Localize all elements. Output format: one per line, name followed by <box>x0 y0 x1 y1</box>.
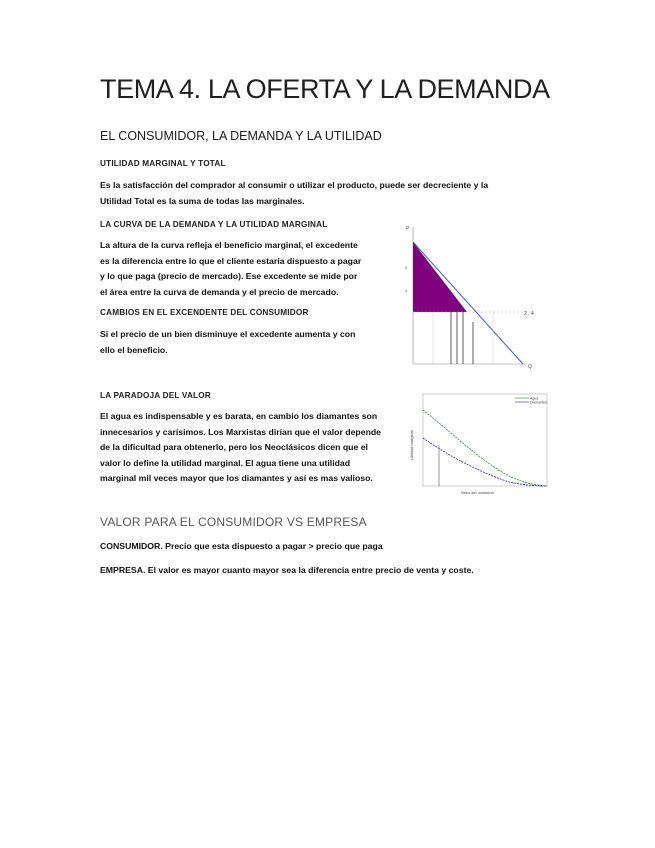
paragraph-line: ello el beneficio. <box>100 344 168 355</box>
paragraph-marginal-utility <box>100 178 530 209</box>
x-axis-label: Q <box>528 364 532 370</box>
consumer-surplus-area <box>413 242 467 312</box>
plot-frame <box>423 394 547 486</box>
price-label: 2 . 4 <box>524 311 534 317</box>
paragraph-line: y lo que paga (precio de mercado). Ese excedente se mide por <box>100 271 358 281</box>
paragraph-value-paradox <box>100 409 397 487</box>
subheading-surplus-changes: CAMBIOS EN EL EXCENDENTE DEL CONSUMIDOR <box>100 308 309 317</box>
section-heading-consumer: EL CONSUMIDOR, LA DEMANDA Y LA UTILIDAD <box>100 129 382 143</box>
legend-label-diamonds: Diamantes <box>530 400 547 405</box>
legend-label-water: Agua <box>530 396 539 401</box>
paragraph-line: valor lo define la utilidad marginal. El agua tiene una utilidad <box>100 457 351 468</box>
paragraph-line: Si el precio de un bien disminuye el excedente aumenta y con <box>100 329 356 339</box>
paragraph-demand-curve <box>100 238 390 300</box>
y-axis-label: Utilidad marginal <box>409 430 414 460</box>
paragraph-line: El agua es indispensable y es barata, en cambio los diamantes son <box>100 411 378 421</box>
paragraph-surplus-changes <box>100 327 390 358</box>
paragraph-line: el área entre la curva de demanda y el precio de mercado. <box>100 286 339 297</box>
page-title: TEMA 4. LA OFERTA Y LA DEMANDA <box>100 74 550 104</box>
value-paradox-figure <box>409 390 551 496</box>
paragraph-line: de la dificultad para obtenerlo, pero los Neoclásicos dicen que el <box>100 442 368 452</box>
paragraph-line: es la diferencia entre lo que el cliente estaría dispuesto a pagar <box>100 255 362 266</box>
paragraph-line: innecesarios y carísimos. Los Marxistas dirían que el valor depende <box>100 426 382 437</box>
y-tick-label: 6 <box>405 265 408 270</box>
paragraph-line: Es la satisfacción del comprador al consumir o utilizar el producto, puede ser decreciente y la <box>100 180 489 190</box>
y-axis-label: P <box>406 226 410 232</box>
y-tick-label: 4 <box>405 288 408 293</box>
paragraph-line: Utilidad Total es la suma de todas las marginales. <box>100 195 305 206</box>
paragraph-line: marginal mil veces mayor que los diamantes y así es mas valioso. <box>100 473 373 483</box>
paragraph-line: La altura de la curva refleja el beneficio marginal, el excedente <box>100 240 358 250</box>
subheading-value-paradox: LA PARADOJA DEL VALOR <box>100 391 211 400</box>
consumer-value-line: CONSUMIDOR. Precio que esta dispuesto a pagar > precio que paga <box>100 541 383 551</box>
section-heading-value: VALOR PARA EL CONSUMIDOR VS EMPRESA <box>100 515 367 529</box>
x-axis-label: Valor del consumo <box>461 490 494 495</box>
company-value-line: EMPRESA. El valor es mayor cuanto mayor sea la diferencia entre precio de venta y coste. <box>100 565 474 575</box>
subheading-demand-curve: LA CURVA DE LA DEMANDA Y LA UTILIDAD MARGINAL <box>100 220 328 229</box>
subheading-marginal-utility: UTILIDAD MARGINAL Y TOTAL <box>100 159 226 168</box>
demand-curve-figure <box>403 222 537 372</box>
